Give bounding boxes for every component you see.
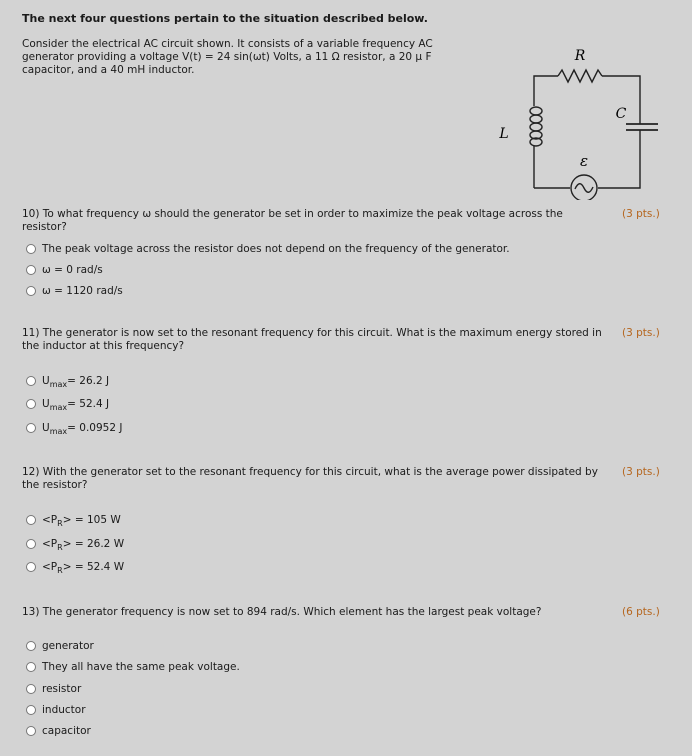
emf-label: ε bbox=[579, 152, 589, 170]
radio-button[interactable] bbox=[26, 705, 36, 715]
q11-option-3[interactable]: U max = 0.0952 J bbox=[26, 422, 122, 434]
radio-button[interactable] bbox=[26, 265, 36, 275]
question-10-text: 10) To what frequency ω should the generator be set in order to maximize the peak voltage across the resistor? bbox=[22, 208, 563, 233]
wire-right-bottom bbox=[598, 130, 640, 188]
question-13-text: 13) The generator frequency is now set to 894 rad/s. Which element has the largest peak voltage? bbox=[22, 606, 542, 618]
radio-button[interactable] bbox=[26, 641, 36, 651]
inductor-label: L bbox=[499, 126, 509, 142]
q13-option-4[interactable]: inductor bbox=[26, 704, 86, 716]
q11-option-2[interactable]: U max = 52.4 J bbox=[26, 398, 109, 410]
radio-button[interactable] bbox=[26, 286, 36, 296]
resistor-symbol bbox=[558, 70, 602, 82]
resistor-label: R bbox=[574, 48, 586, 64]
radio-button[interactable] bbox=[26, 662, 36, 672]
circuit-diagram bbox=[490, 40, 670, 200]
question-12-text: 12) With the generator set to the resonant frequency for this circuit, what is the average power dissipated by the resistor? bbox=[22, 466, 598, 491]
radio-button[interactable] bbox=[26, 539, 36, 549]
inductor-symbol bbox=[530, 107, 542, 146]
radio-button[interactable] bbox=[26, 562, 36, 572]
radio-button[interactable] bbox=[26, 399, 36, 409]
radio-button[interactable] bbox=[26, 376, 36, 386]
question-11-points: (3 pts.) bbox=[622, 327, 660, 339]
problem-intro: Consider the electrical AC circuit shown. It consists of a variable frequency AC generator providing a voltage V(t) = 24 sin(ωt) Volts, a 11 Ω resistor, a 20 μ F capacitor, and a 40 mH inductor. bbox=[22, 38, 433, 76]
question-13-points: (6 pts.) bbox=[622, 606, 660, 618]
q13-option-1[interactable]: generator bbox=[26, 640, 94, 652]
capacitor-label: C bbox=[615, 106, 627, 122]
wire-left-top bbox=[534, 76, 558, 106]
radio-button[interactable] bbox=[26, 244, 36, 254]
q11-option-1[interactable]: U max = 26.2 J bbox=[26, 375, 109, 387]
radio-button[interactable] bbox=[26, 423, 36, 433]
q13-option-2[interactable]: They all have the same peak voltage. bbox=[26, 661, 240, 673]
q10-option-2[interactable]: ω = 0 rad/s bbox=[26, 264, 103, 276]
section-heading: The next four questions pertain to the situation described below. bbox=[22, 12, 428, 25]
radio-button[interactable] bbox=[26, 684, 36, 694]
question-12-points: (3 pts.) bbox=[622, 466, 660, 478]
question-11-text: 11) The generator is now set to the resonant frequency for this circuit. What is the maximum energy stored in the inductor at this frequency? bbox=[22, 327, 602, 352]
q13-option-3[interactable]: resistor bbox=[26, 683, 81, 695]
q10-option-3[interactable]: ω = 1120 rad/s bbox=[26, 285, 123, 297]
radio-button[interactable] bbox=[26, 515, 36, 525]
q12-option-3[interactable]: <P R > = 52.4 W bbox=[26, 561, 124, 573]
q13-option-5[interactable]: capacitor bbox=[26, 725, 91, 737]
q12-option-2[interactable]: <P R > = 26.2 W bbox=[26, 538, 124, 550]
q12-option-1[interactable]: <P R > = 105 W bbox=[26, 514, 121, 526]
radio-button[interactable] bbox=[26, 726, 36, 736]
q10-option-1[interactable]: The peak voltage across the resistor does not depend on the frequency of the generator. bbox=[26, 243, 510, 255]
question-10-points: (3 pts.) bbox=[622, 208, 660, 220]
